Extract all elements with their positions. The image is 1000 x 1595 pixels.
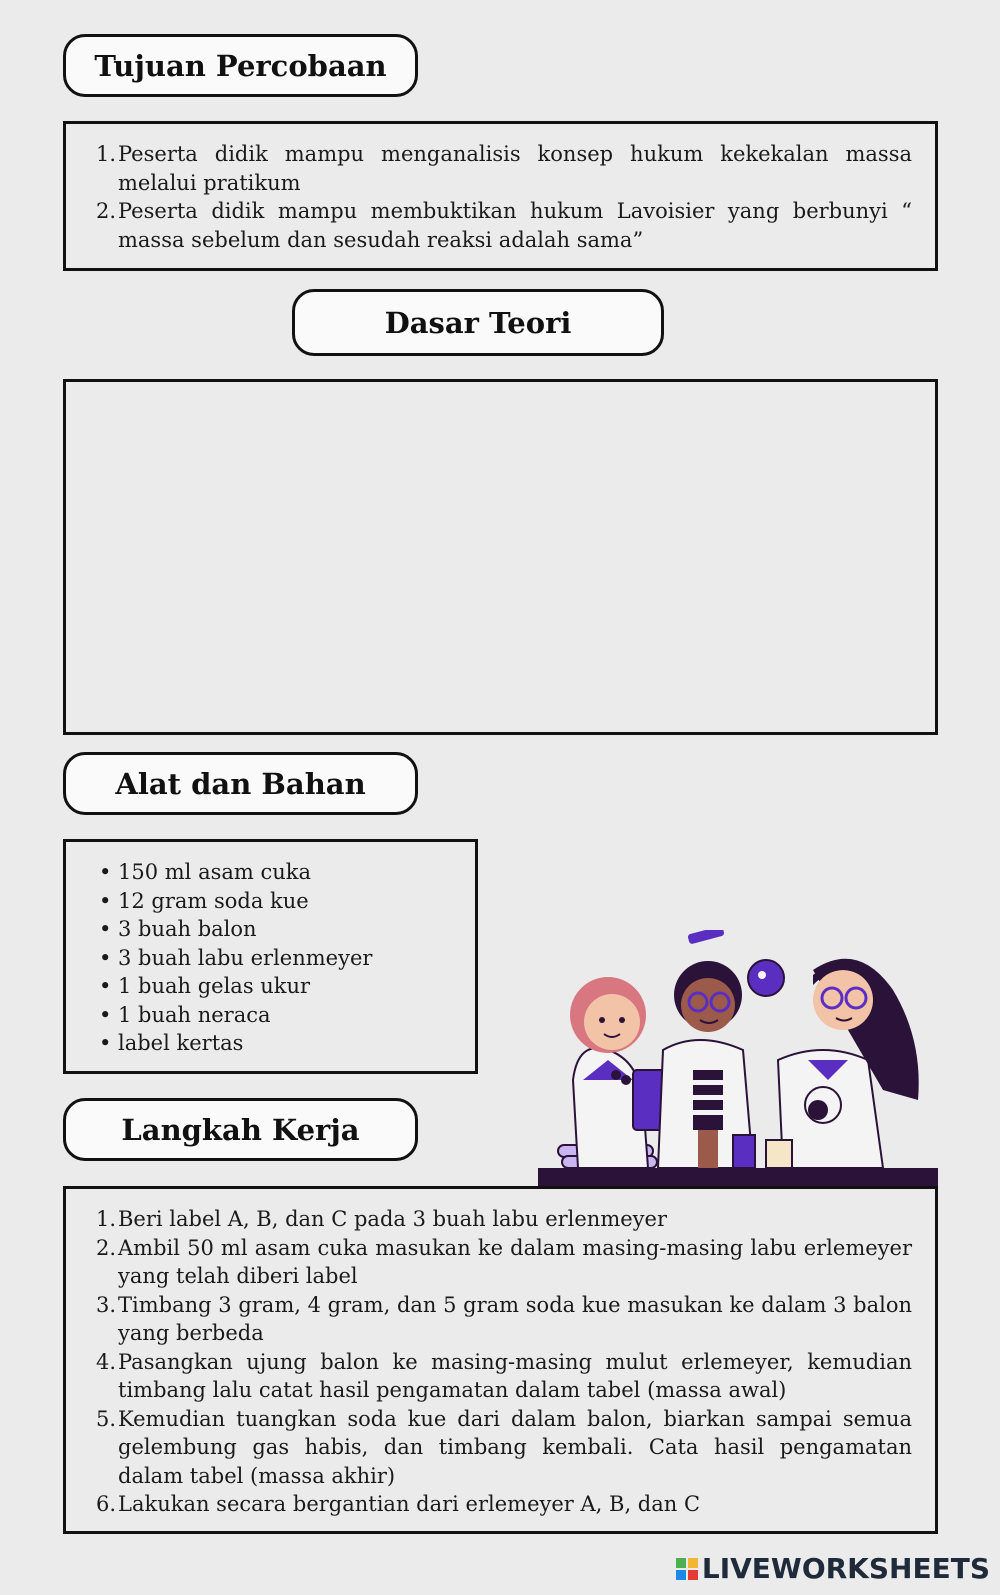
logo-square [676,1558,686,1568]
list-number: 2. [96,199,117,223]
list-item-text: 150 ml asam cuka [118,860,311,884]
dasar-teori-content[interactable] [66,382,935,732]
list-item [96,1029,456,1058]
list-item [96,915,456,944]
list-item-text: Ambil 50 ml asam cuka masukan ke dalam masing-masing labu erlemeyer yang telah diberi label [118,1235,912,1288]
tujuan-box [63,121,938,271]
list-item [96,1348,912,1405]
list-item-text: 1 buah neraca [118,1002,271,1027]
list-number: 3. [96,1292,117,1317]
list-item-text: Timbang 3 gram, 4 gram, dan 5 gram soda kue masukan ke dalam 3 balon yang berbeda [118,1292,912,1345]
list-item [96,1001,456,1030]
section-title-tujuan: Tujuan Percobaan [63,34,418,97]
bullet-icon: • [99,1031,112,1055]
logo-text: LIVEWORKSHEETS [701,1552,990,1585]
bullet-icon: • [99,860,112,884]
alat-bahan-list [96,858,456,1058]
list-item-text: Peserta didik mampu membuktikan hukum Lavoisier yang berbunyi “ massa sebelum dan sesudah reaksi adalah sama” [118,199,912,252]
list-item [96,1405,912,1491]
list-item-text: 1 buah gelas ukur [118,974,311,998]
list-item [96,887,456,916]
logo-square [688,1570,698,1580]
section-title-alat-bahan: Alat dan Bahan [63,752,418,815]
list-item [96,1490,912,1519]
list-number: 2. [96,1235,117,1260]
logo-square [688,1558,698,1568]
list-item-text: label kertas [118,1031,244,1055]
section-title-dasar-teori: Dasar Teori [292,289,664,356]
list-item-text: 12 gram soda kue [118,888,309,913]
list-item [96,858,456,887]
scientists-lab-illustration [538,930,938,1186]
list-item-text: Beri label A, B, dan C pada 3 buah labu erlenmeyer [118,1207,668,1231]
langkah-kerja-list [96,1205,912,1519]
bullet-icon: • [99,974,112,998]
bullet-icon: • [99,945,112,970]
list-item [96,1205,912,1234]
list-item-text: Kemudian tuangkan soda kue dari dalam balon, biarkan sampai semua gelembung gas habis, dan timbang kembali. Cata hasil pengamatan dalam tabel (massa akhir) [118,1406,912,1488]
bullet-icon: • [99,888,112,913]
list-number: 1. [96,142,117,166]
list-number: 5. [96,1406,117,1431]
liveworksheets-logo-icon [676,1558,698,1580]
list-item-text: Peserta didik mampu menganalisis konsep hukum kekekalan massa melalui pratikum [118,142,912,195]
list-item [96,944,456,973]
bullet-icon: • [99,1002,112,1027]
list-item [96,140,912,197]
list-item [96,972,456,1001]
list-item-text: 3 buah labu erlenmeyer [118,945,373,970]
bullet-icon: • [99,917,112,941]
list-number: 1. [96,1207,117,1231]
alat-bahan-box [63,839,478,1074]
list-item [96,197,912,254]
dasar-teori-box[interactable] [63,379,938,735]
list-number: 6. [96,1492,117,1516]
list-item-text: Pasangkan ujung balon ke masing-masing mulut erlemeyer, kemudian timbang lalu catat hasil pengamatan dalam tabel (massa awal) [118,1349,912,1402]
list-item-text: 3 buah balon [118,917,257,941]
tujuan-list [96,140,912,254]
list-number: 4. [96,1349,117,1374]
langkah-kerja-box [63,1186,938,1534]
section-title-langkah-kerja: Langkah Kerja [63,1098,418,1161]
logo-square [676,1570,686,1580]
list-item [96,1291,912,1348]
liveworksheets-logo[interactable] [676,1552,990,1585]
list-item [96,1234,912,1291]
list-item-text: Lakukan secara bergantian dari erlemeyer A, B, dan C [118,1492,701,1516]
